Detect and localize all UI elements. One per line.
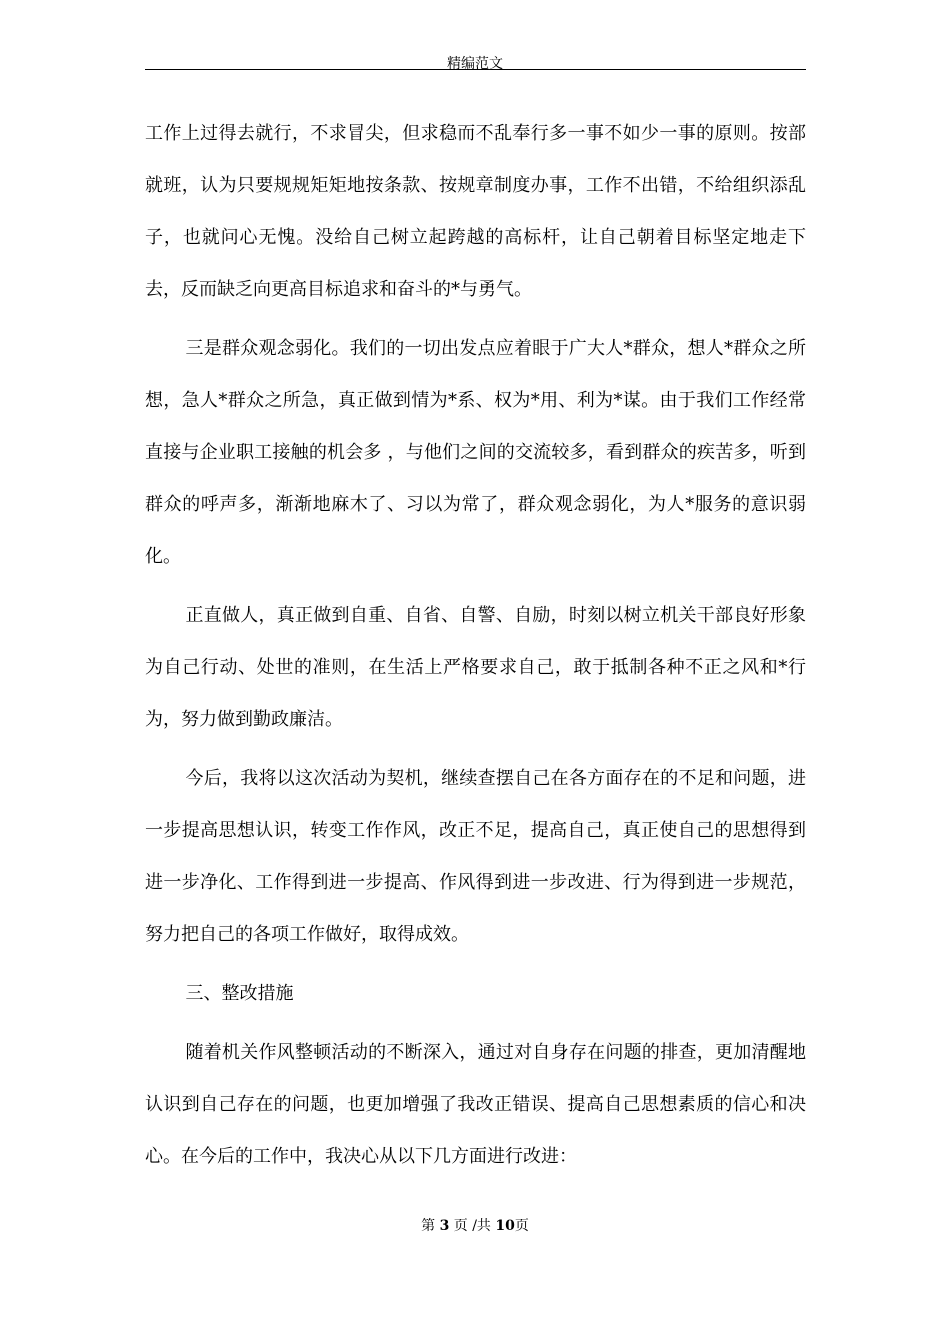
header-divider	[145, 69, 806, 70]
section-heading-rectification: 三、整改措施	[185, 983, 294, 1004]
footer-page-number: 3	[439, 1218, 450, 1234]
footer-suffix: 页	[514, 1218, 529, 1234]
paragraph-mass-concept: 三是群众观念弱化。我们的一切出发点应着眼于广大人*群众，想人*群众之所想，急人*群众之所急，真正做到情为*系、权为*用、利为*谋。由于我们工作经常直接与企业职工接触的机会多 ，与他们之间的交流较多，看到群众的疾苦多，听到群众的呼声多，渐渐地麻木了、习以为常了，群众观念弱化，为人*服务的意识弱化。	[145, 338, 806, 567]
page-header-title: 精编范文	[447, 56, 503, 72]
document-body	[145, 108, 806, 1183]
paragraph-work-attitude: 工作上过得去就行，不求冒尖，但求稳而不乱奉行多一事不如少一事的原则。按部就班，认为只要规规矩矩地按条款、按规章制度办事，工作不出错，不给组织添乱子，也就问心无愧。没给自己树立起跨越的高标杆，让自己朝着目标坚定地走下去，反而缺乏向更高目标追求和奋斗的*与勇气。	[145, 123, 806, 300]
footer-middle: 页 /共	[453, 1218, 491, 1234]
paragraph-integrity: 正直做人，真正做到自重、自省、自警、自励，时刻以树立机关干部良好形象为自己行动、处世的准则，在生活上严格要求自己，敢于抵制各种不正之风和*行为，努力做到勤政廉洁。	[145, 605, 806, 730]
footer-total-pages: 10	[495, 1218, 515, 1234]
paragraph-future-plan: 今后，我将以这次活动为契机，继续查摆自己在各方面存在的不足和问题，进一步提高思想认识，转变工作作风，改正不足，提高自己，真正使自己的思想得到进一步净化、工作得到进一步提高、作风得到进一步改进、行为得到进一步规范，努力把自己的各项工作做好，取得成效。	[145, 768, 806, 945]
footer-prefix: 第	[421, 1218, 436, 1234]
page-footer	[0, 1217, 950, 1235]
paragraph-rectification-intro: 随着机关作风整顿活动的不断深入，通过对自身存在问题的排查，更加清醒地认识到自己存在的问题，也更加增强了我改正错误、提高自己思想素质的信心和决心。在今后的工作中，我决心从以下几方面进行改进：	[145, 1042, 806, 1167]
